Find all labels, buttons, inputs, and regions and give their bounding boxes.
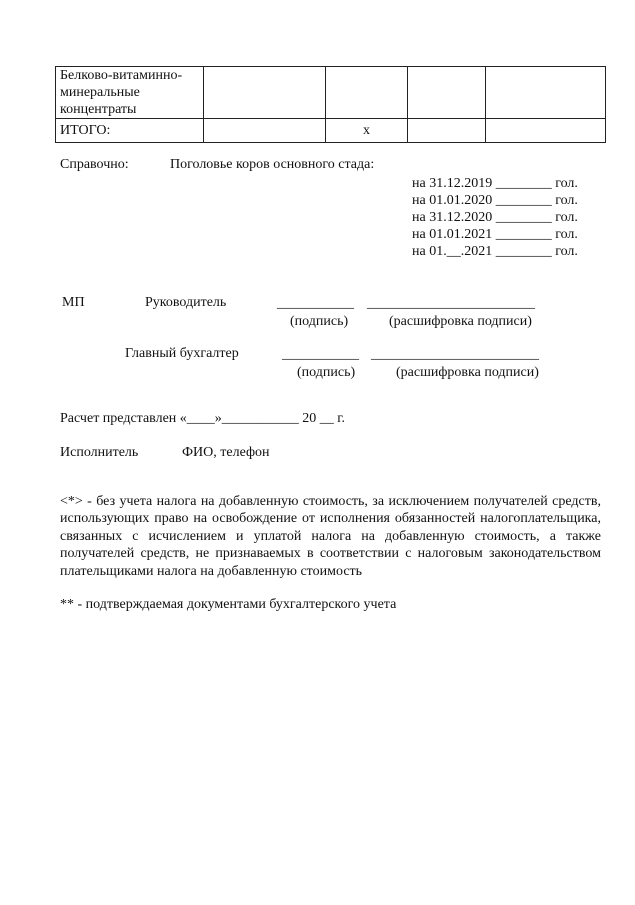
- reference-label: Справочно:: [60, 157, 129, 172]
- accountant-sign-caption: (подпись): [297, 365, 356, 380]
- herd-date-line: на 01.01.2020 ________ гол.: [412, 193, 578, 208]
- herd-date-line: на 01.01.2021 ________ гол.: [412, 227, 578, 242]
- total-row: [56, 119, 606, 143]
- head-decode-line: ________________________: [367, 296, 535, 311]
- head-title: Руководитель: [145, 295, 227, 310]
- herd-date-line: на 01.__.2021 ________ гол.: [412, 244, 578, 259]
- table-cell: [204, 119, 326, 143]
- reference-text: Поголовье коров основного стада:: [170, 157, 375, 172]
- table-cell-x: х: [326, 119, 408, 143]
- accountant-title: Главный бухгалтер: [125, 346, 239, 361]
- footnote-vat: <*> - без учета налога на добавленную стоимость, за исключением получателей средств, использующих право на освобождение от исполнения обязанностей налогоплательщика, связанных с исчислением и уплатой налога на добавленную стоимость, а также получателей средств, не признаваемых в соответствии с налоговым законодательством плательщиками налога на добавленную стоимость: [60, 494, 601, 579]
- row-name-cell: Белково-витаминно-минеральные концентраты: [56, 67, 204, 119]
- head-decode-caption: (расшифровка подписи): [389, 314, 532, 329]
- accountant-decode-caption: (расшифровка подписи): [396, 365, 539, 380]
- table-cell: [204, 67, 326, 119]
- submitted-line: Расчет представлен «____»___________ 20 __ г.: [60, 411, 345, 426]
- herd-date-line: на 31.12.2020 ________ гол.: [412, 210, 578, 225]
- head-sign-caption: (подпись): [290, 314, 349, 329]
- accountant-decode-line: ________________________: [371, 347, 539, 362]
- table-cell: [408, 119, 486, 143]
- data-table: [55, 66, 606, 143]
- head-signature-line: ___________: [277, 296, 354, 311]
- table-cell: [326, 67, 408, 119]
- table-row: [56, 67, 606, 119]
- executor-value: ФИО, телефон: [182, 445, 270, 460]
- footnote-accounting: ** - подтверждаемая документами бухгалтерского учета: [60, 597, 397, 612]
- total-label-cell: ИТОГО:: [56, 119, 204, 143]
- table-cell: [486, 67, 606, 119]
- table-cell: [408, 67, 486, 119]
- accountant-signature-line: ___________: [282, 347, 359, 362]
- herd-date-line: на 31.12.2019 ________ гол.: [412, 176, 578, 191]
- stamp-mark: МП: [62, 295, 85, 310]
- executor-label: Исполнитель: [60, 445, 139, 460]
- table-cell: [486, 119, 606, 143]
